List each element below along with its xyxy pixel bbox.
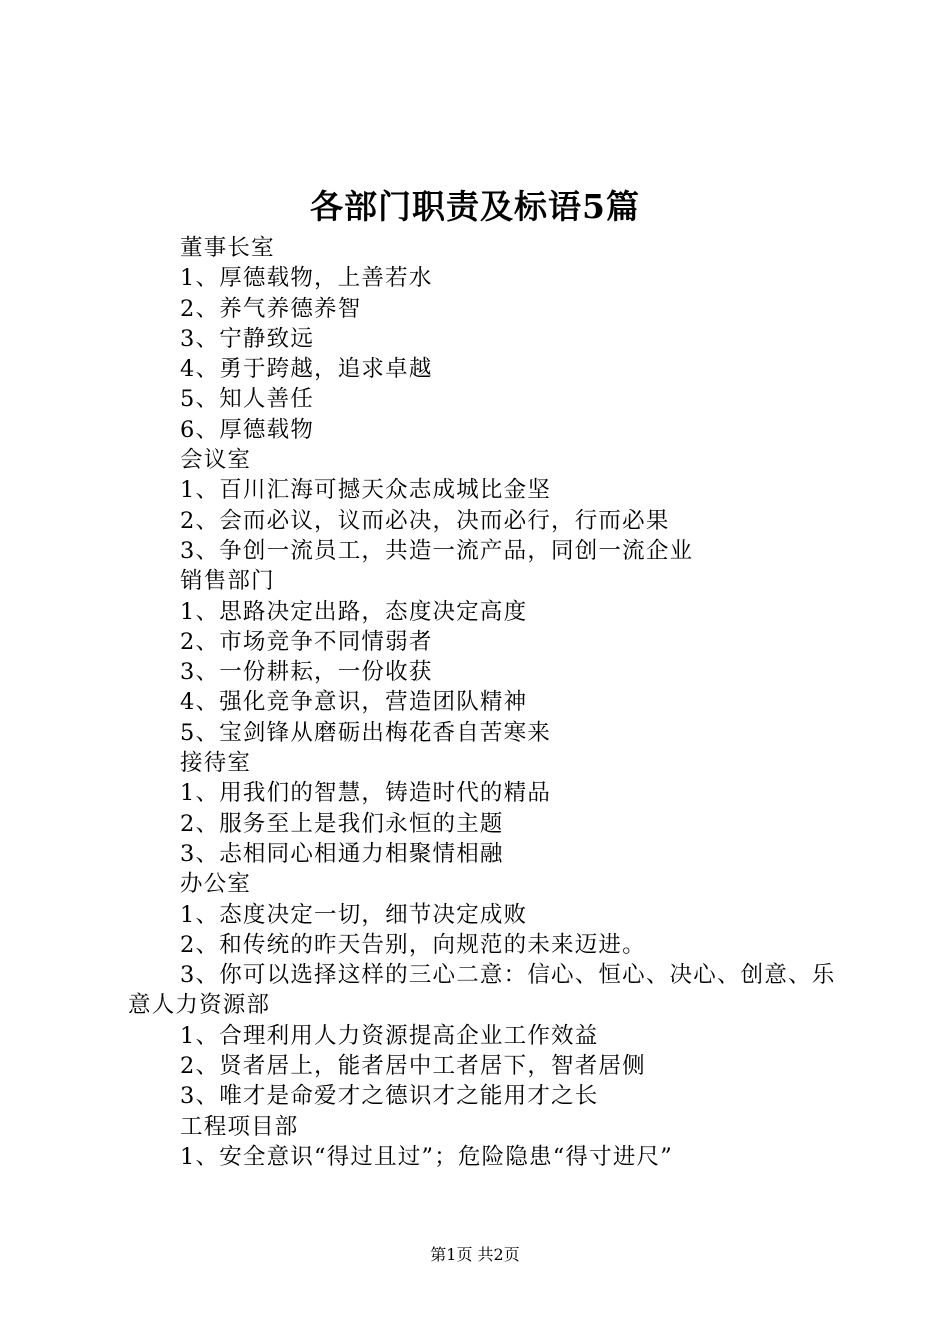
slogan-line: 2、养气养德养智: [180, 295, 362, 322]
slogan-line: 1、厚德载物，上善若水: [180, 265, 433, 292]
slogan-line: 3、宁静致远: [180, 325, 315, 352]
document-title: 各部门职责及标语5篇: [310, 187, 640, 226]
slogan-line: 2、市场竞争不同情弱者: [180, 628, 433, 655]
slogan-line: 5、知人善任: [180, 386, 315, 413]
slogan-line: 3、你可以选择这样的三心二意：信心、恒心、决心、创意、乐意人力资源部: [128, 962, 836, 1019]
section-heading: 董事长室: [180, 235, 275, 261]
slogan-line: 2、贤者居上，能者居中工者居下，智者居侧: [180, 1053, 646, 1080]
slogan-line: 6、厚德载物: [180, 416, 315, 443]
slogan-line: 3、争创一流员工，共造一流产品，同创一流企业: [180, 537, 694, 564]
section-heading: 工程项目部: [180, 1113, 299, 1140]
section-heading: 接待室: [180, 750, 252, 777]
slogan-line: 2、会而必议，议而必决，决而必行，行而必果: [180, 507, 670, 534]
page-number: 第1页 共2页: [430, 1245, 520, 1264]
slogan-line: 5、宝剑锋从磨砺出梅花香自苦寒来: [180, 719, 552, 746]
slogan-line: 1、用我们的智慧，铸造时代的精品: [180, 780, 552, 807]
slogan-line: 3、唯才是命爱才之德识才之能用才之长: [180, 1083, 599, 1110]
section-heading: 会议室: [180, 447, 252, 474]
slogan-line: 1、合理利用人力资源提高企业工作效益: [180, 1022, 599, 1049]
slogan-line: 3、忐相同心相通力相聚情相融: [180, 840, 504, 867]
slogan-line: 1、思路决定出路，态度决定高度: [180, 598, 528, 625]
section-heading: 办公室: [180, 871, 252, 898]
section-heading: 销售部门: [180, 568, 275, 595]
slogan-line: 3、一份耕耘，一份收获: [180, 659, 433, 686]
slogan-line: 2、服务至上是我们永恒的主题: [180, 810, 504, 837]
document-body: [128, 233, 858, 1172]
slogan-line: 2、和传统的昨天告别，向规范的未来迈进。: [180, 931, 646, 958]
slogan-line: 4、强化竞争意识，营造团队精神: [180, 689, 528, 716]
slogan-line: 1、百川汇海可撼天众志成城比金坚: [180, 477, 552, 504]
slogan-line: 1、态度决定一切，细节决定成败: [180, 901, 528, 928]
slogan-line: 4、勇于跨越，追求卓越: [180, 356, 433, 383]
slogan-line: 1、安全意识“得过且过”；危险隐患“得寸进尺”: [180, 1143, 673, 1170]
